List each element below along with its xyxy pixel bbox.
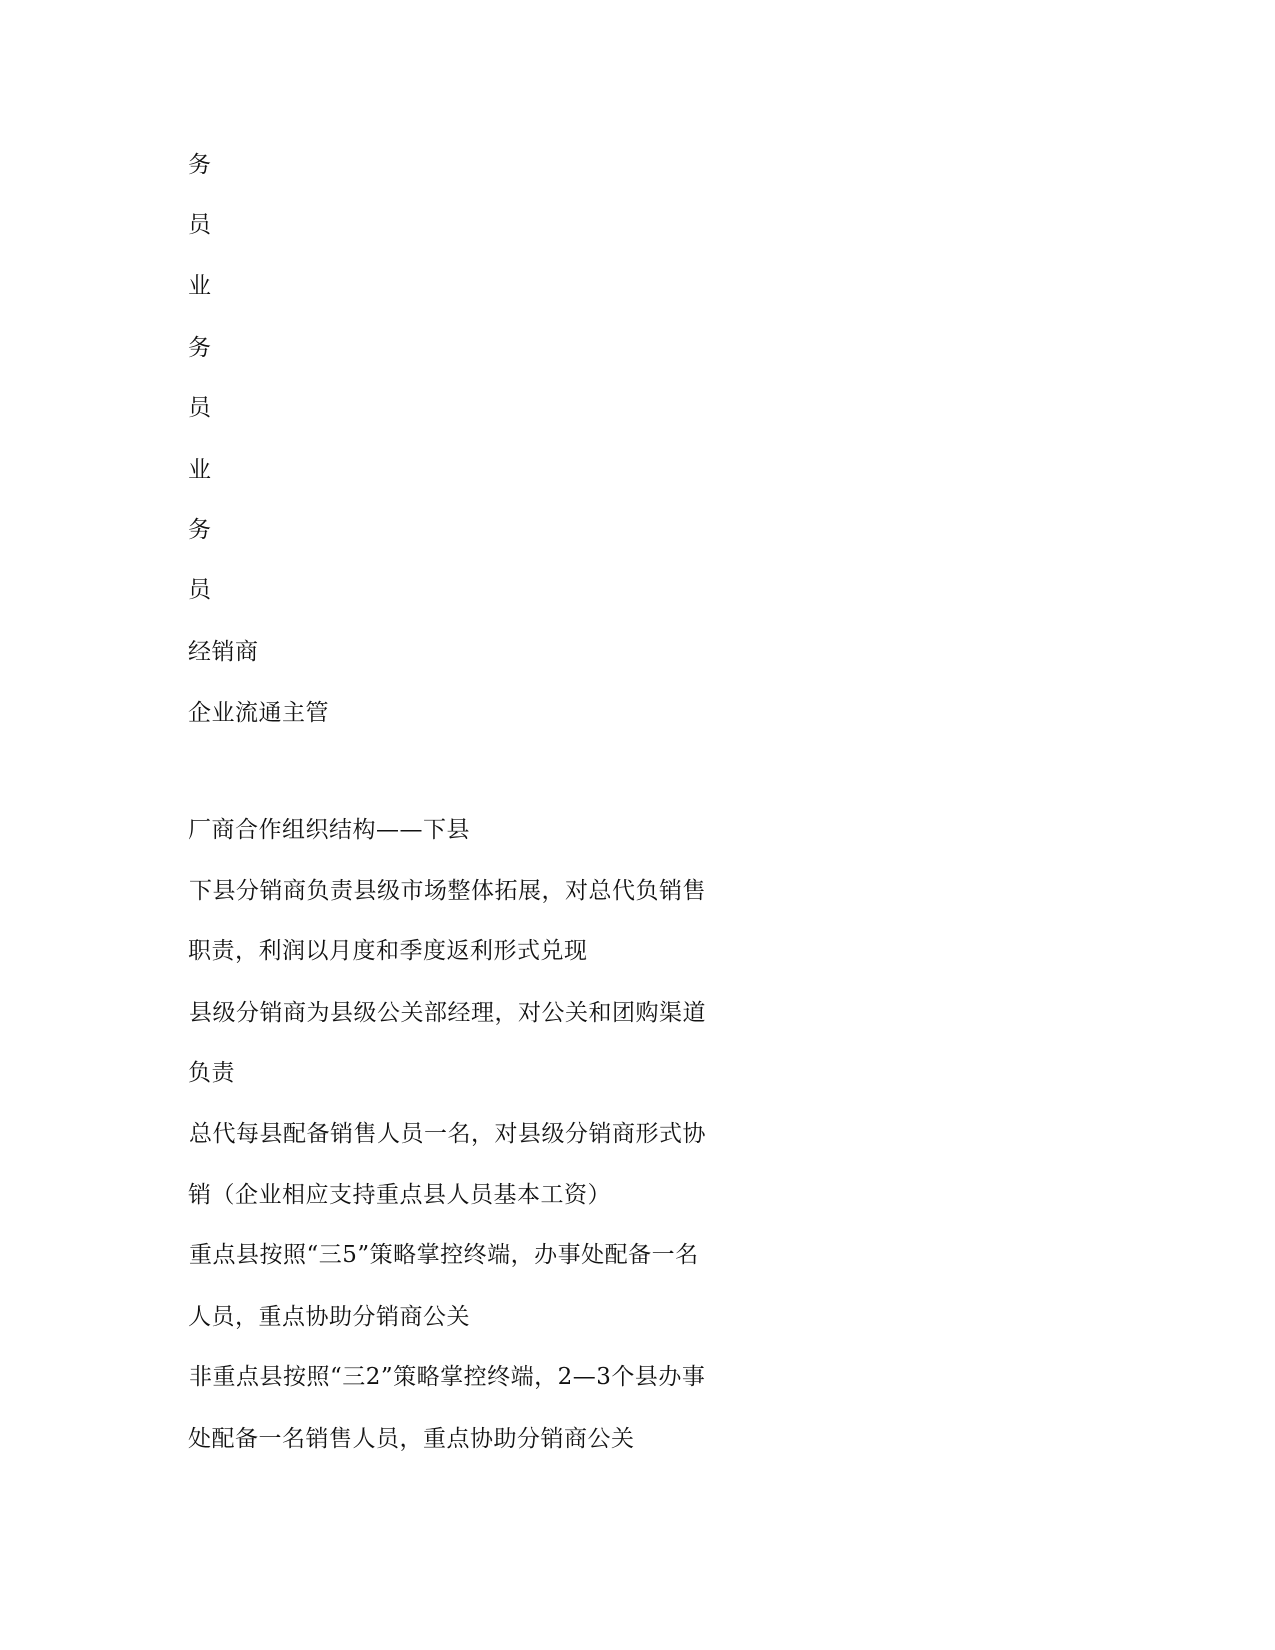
- diagram-label: 务: [188, 335, 212, 361]
- diagram-label: 员: [188, 395, 212, 421]
- continuation-line: 职责，利润以月度和季度返利形式兑现: [188, 938, 588, 964]
- diagram-label: 员: [188, 212, 212, 238]
- diagram-label-distributor: 经销商: [188, 639, 259, 665]
- continuation-line: 销（企业相应支持重点县人员基本工资）: [188, 1182, 611, 1208]
- diagram-label: 员: [188, 577, 212, 603]
- body-text: 重点县按照“三5”策略掌控终端，办事处配备一名: [189, 1242, 699, 1268]
- continuation-line: 处配备一名销售人员，重点协助分销商公关: [188, 1426, 635, 1452]
- continuation-line: 负责: [188, 1060, 235, 1086]
- bullet-line: [188, 876, 706, 906]
- body-text: 总代每县配备销售人员一名，对县级分销商形式协: [189, 1121, 706, 1147]
- body-text: 县级分销商为县级公关部经理，对公关和团购渠道: [189, 1000, 706, 1026]
- bullet-line: [188, 1119, 706, 1149]
- bullet-line: [188, 1240, 699, 1270]
- diagram-label: 务: [188, 517, 212, 543]
- body-text: 下县分销商负责县级市场整体拓展，对总代负销售: [189, 878, 706, 904]
- continuation-line: 人员，重点协助分销商公关: [188, 1304, 470, 1330]
- bullet-line: [188, 1362, 705, 1392]
- section-title: 厂商合作组织结构——下县: [188, 817, 470, 843]
- diagram-label: 业: [188, 273, 212, 299]
- diagram-label: 务: [188, 152, 212, 178]
- diagram-label: 业: [188, 457, 212, 483]
- bullet-line: [188, 998, 706, 1028]
- body-text: 非重点县按照“三2”策略掌控终端，2—3个县办事: [189, 1364, 706, 1390]
- diagram-label-manager: 企业流通主管: [188, 700, 329, 726]
